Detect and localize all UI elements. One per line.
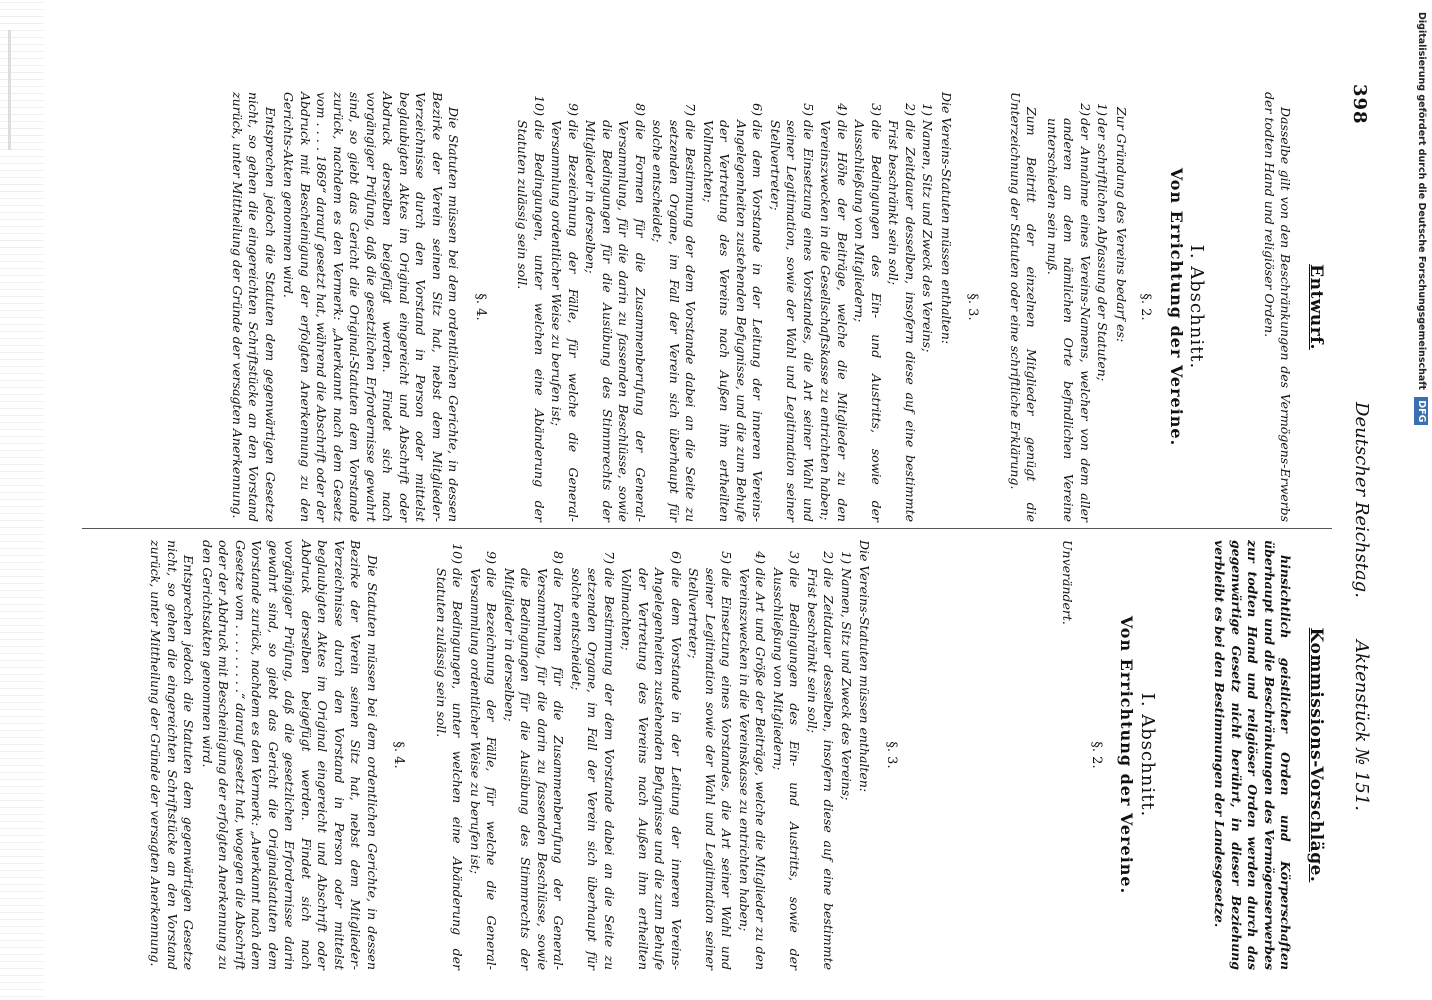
list-item-number: 6) (750, 103, 766, 116)
column-divider (82, 528, 1332, 529)
list-item-number: 7) (683, 103, 699, 116)
list-item (548, 92, 581, 522)
running-title: Deutscher Reichstag. (1351, 402, 1372, 598)
list-item (919, 92, 936, 522)
list-item-number: 10) (450, 543, 466, 564)
list-item-text: Namen, Sitz und Zweck des Vereins; (920, 120, 936, 353)
list-item-text: die Bedingungen des Ein- und Austritts, sowie der Ausschließung von Mitgliedern; (852, 120, 884, 522)
commission-section-title: I. Abschnitt. (1137, 692, 1158, 818)
list-item-text: die Bedingungen des Ein- und Austritts, sowie der Ausschließung von Mitgliedern; (771, 568, 803, 970)
draft-paragraph-4-title: §. 4. (473, 293, 488, 321)
commission-paragraph-2-text: Unverändert. (1060, 540, 1076, 625)
list-item-number: 1) (920, 103, 936, 116)
draft-paragraph-3-title: §. 3. (965, 293, 981, 321)
list-item-text: der schriftlichen Abfassung der Statuten; (1095, 118, 1111, 382)
list-item-number: 4) (753, 551, 769, 564)
list-item-text: die Bezeichnung der Fälle, für welche die General-Versammlung ordentlicher Weise zu berufen ist; (549, 120, 581, 522)
digitization-credit (1404, 8, 1428, 992)
list-item (851, 92, 884, 522)
list-item-number: 7) (602, 551, 617, 564)
list-item (804, 540, 837, 970)
dfg-logo-badge: DFG (1414, 397, 1428, 425)
digitization-credit-text (1404, 8, 1428, 996)
list-item-text: Namen, Sitz und Zweck des Vereins; (839, 568, 854, 801)
draft-section-subtitle: Von Errichtung der Vereine. (1167, 167, 1186, 447)
draft-section-title: I. Abschnitt. (1186, 244, 1208, 370)
list-item-number: 10) (532, 95, 547, 116)
list-item-number: 5) (719, 551, 735, 564)
list-item-text: die Bedingungen, unter welchen eine Abänderung der Statuten zulässig sein soll. (434, 568, 466, 970)
list-item-text: die Höhe der Beiträge, welche die Mitglieder zu den Vereinszwecken in die Gesellschaftskasse zu entrichten haben; (818, 120, 850, 522)
list-item-number: 9) (566, 103, 581, 116)
commission-paragraph-2-title: §. 2. (1089, 741, 1104, 769)
list-item-text: die Bestimmung der dem Vorstande dabei an die Seite zu setzenden Organe, im Fall der Verein sich überhaupt für solche entscheidet; (569, 568, 617, 970)
draft-paragraph-4-text: Die Statuten müssen bei dem ordentlichen Gerichte, in dessen Bezirke der Verein seinen Sitz hat, nebst dem Mitglieder-Verzeichnisse durch den Vorstand in Person oder mittelst beglaubigten Aktes im Original eingereicht und Abschrift oder Abdruck derselben beigefügt werden. Findet sich nach vorgängiger Prüfung, daß die gesetzlichen Erfordernisse gewahrt sind, so giebt das Gericht die Original-Statuten dem Vorstande zurück, nachdem es den Vermerk: „Anerkannt nach dem Gesetz vom . . . . 1869“ darauf gesetzt hat, während die Abschrift oder der Abdruck mit Bescheinigung der erfolgten Anerkennung zu den Gerichts-Akten genommen wird. (281, 92, 462, 522)
commission-paragraph-4-text-2: Entsprechen jedoch die Statuten dem gegenwärtigen Gesetze nicht, so gehen die eingereichten Schriftstücke an den Vorstand zurück, unter Mittheilung der Gründe der versagten Anerkennung. (148, 540, 197, 970)
list-item (1044, 92, 1094, 522)
commission-column (145, 540, 1334, 970)
commission-paragraph-3-list (433, 540, 855, 970)
commission-paragraph-3-title: §. 3. (884, 741, 899, 769)
list-item-number: 3) (869, 103, 884, 116)
commission-paragraph-4-text: Die Statuten müssen bei dem ordentlichen Gerichte, in dessen Bezirke der Verein seinen Sitz hat, nebst dem Mitglieder-Verzeichnisse durch den Vorstand in Person oder mittelst beglaubigten Aktes im Original eingereicht und Abschrift oder Abdruck derselben beigefügt werden. Findet sich nach vorgängiger Prüfung, daß die gesetzlichen Erfordernisse darin gewahrt sind, so giebt das Gericht die Originalstatuten dem Vorstande zurück, nachdem es den Vermerk: „Anerkannt nach dem Gesetze vom . . . . . . . . .“ darauf gesetzt hat, wogegen die Abschrift oder der Abdruck mit Bescheinigung der erfolgten Anerkennung zu den Gerichtsakten genommen wird. (200, 540, 380, 970)
list-item-number: 1) (1095, 103, 1111, 116)
commission-heading: Kommissions-Vorschläge. (1306, 627, 1326, 883)
list-item (501, 540, 567, 970)
list-item-number: 2) (903, 103, 918, 116)
list-item (618, 540, 684, 970)
list-item-text: die Zeitdauer desselben, insofern diese auf eine bestimmte Frist beschränkt sein soll; (886, 120, 918, 522)
list-item (838, 540, 855, 970)
list-item-text: die Formen für die Zusammenberufung der General-Versammlung, für die darin zu fassenden Beschlüsse, sowie die Bedingungen für die Ausübung des Stimmrechts der Mitglieder in derselben; (583, 120, 648, 522)
list-item-text: die dem Vorstande in der Leitung der inneren Vereins-Angelegenheiten zustehenden Befugnisse, und die zum Behufe der Vertretung des Vereins nach Außen ihm ertheilten Vollmachten; (701, 120, 766, 522)
list-item (817, 92, 850, 522)
list-item-number: 8) (551, 551, 567, 564)
draft-intro: Dasselbe gilt von den Beschränkungen des Vermögens-Erwerbs der todten Hand und religiöser Orden. (1262, 92, 1294, 522)
draft-paragraph-3-lead: Die Vereins-Statuten müssen enthalten: (939, 92, 954, 345)
page-number: 398 (1349, 84, 1370, 125)
list-item-text: die Bezeichnung der Fälle, für welche die General-Versammlung ordentlicher Weise zu berufen ist; (468, 568, 500, 970)
list-item (568, 540, 618, 970)
list-item-text: der Annahme eines Vereins-Namens, welcher von dem aller anderen an dem nämlichen Orte befindlichen Vereine unterschieden sein muß. (1045, 118, 1093, 522)
commission-paragraph-3-lead: Die Vereins-Statuten müssen enthalten: (857, 540, 873, 793)
list-item-number: 2) (1078, 103, 1093, 116)
list-item-text: die Bedingungen, unter welchen eine Abänderung der Statuten zulässig sein soll. (515, 120, 547, 522)
page-header (1344, 0, 1384, 1000)
list-item (685, 540, 735, 970)
list-item (885, 92, 918, 522)
draft-column (227, 92, 1335, 522)
list-item (467, 540, 500, 970)
list-item-number: 6) (669, 551, 684, 564)
list-item-text: die Bestimmung der dem Vorstande dabei an die Seite zu setzenden Organe, im Fall der Verein sich überhaupt für solche entscheidet; (650, 120, 699, 522)
list-item-number: 8) (633, 103, 648, 116)
list-item-number: 1) (839, 551, 854, 564)
commission-intro: hinsichtlich geistlicher Orden und Körperschaften überhaupt und die Beschränkungen des Vermögenserwerbes zur todten Hand und religiöser Orden werden durch das gegenwärtige Gesetz nicht berührt, in dieser Beziehung verbleibt es bei den Bestimmungen der Landesgesetze. (1212, 540, 1294, 970)
list-item-text: die Einsetzung eines Vorstandes, die Art seiner Wahl und seiner Legitimation, sowie der Wahl und Legitimation seiner Stellvertreter; (768, 120, 816, 522)
list-item (700, 92, 766, 522)
list-item (582, 92, 648, 522)
draft-paragraph-2-lead: Zur Gründung des Vereins bedarf es: (1114, 107, 1129, 343)
draft-paragraph-4-text-2: Entsprechen jedoch die Statuten dem gegenwärtigen Gesetze nicht, so gehen die eingereichten Schriftstücke an den Vorstand zurück, unter Mittheilung der Gründe der versagten Anerkennung. (230, 92, 278, 522)
list-item-text: die Einsetzung eines Vorstandes, die Art seiner Wahl und seiner Legitimation sowie der Wahl und Legitimation seiner Stellvertreter; (686, 568, 735, 970)
commission-section-subtitle: Von Errichtung der Vereine. (1117, 615, 1137, 895)
list-item-number: 5) (801, 103, 816, 116)
document-number: Aktenstück № 151. (1351, 640, 1372, 811)
draft-paragraph-3-list (514, 92, 936, 522)
list-item (514, 92, 547, 522)
list-item (767, 92, 817, 522)
list-item-text: die Zeitdauer desselben, insofern diese auf eine bestimmte Frist beschränkt sein soll; (805, 568, 837, 970)
draft-heading: Entwurf. (1306, 264, 1326, 350)
list-item (1094, 92, 1111, 522)
credit-text: Digitalisierung gefördert durch die Deutsche Forschungsgemeinschaft (1416, 12, 1427, 390)
list-item-number: 9) (484, 551, 500, 564)
list-item-text: die Art und Größe der Beiträge, welche die Mitglieder zu den Vereinszwecken in die Vereinskasse zu entrichten haben; (737, 568, 769, 970)
draft-paragraph-2-closing: Zum Beitritt der einzelnen Mitglieder genügt die Unterzeichnung der Statuten oder eine schriftliche Erklärung. (1008, 92, 1040, 522)
list-item-number: 2) (821, 551, 837, 564)
list-item (736, 540, 769, 970)
draft-paragraph-2-list (1044, 92, 1111, 522)
list-item (433, 540, 466, 970)
list-item-text: die dem Vorstande in der Leitung der inneren Vereins-Angelegenheiten zustehenden Befugnisse und die zum Behufe der Vertretung des Vereins nach Außen ihm ertheilten Vollmachten; (619, 568, 684, 970)
list-item (770, 540, 803, 970)
list-item-text: die Formen für die Zusammenberufung der General-Versammlung, für die darin zu fassenden Beschlüsse, sowie die Bedingungen für die Ausübung des Stimmrechts der Mitglieder in derselben; (502, 568, 567, 970)
list-item-number: 4) (835, 103, 850, 116)
list-item-number: 3) (787, 551, 803, 564)
list-item (649, 92, 699, 522)
draft-paragraph-2-title: §. 2. (1138, 293, 1154, 321)
commission-paragraph-4-title: §. 4. (391, 741, 407, 769)
